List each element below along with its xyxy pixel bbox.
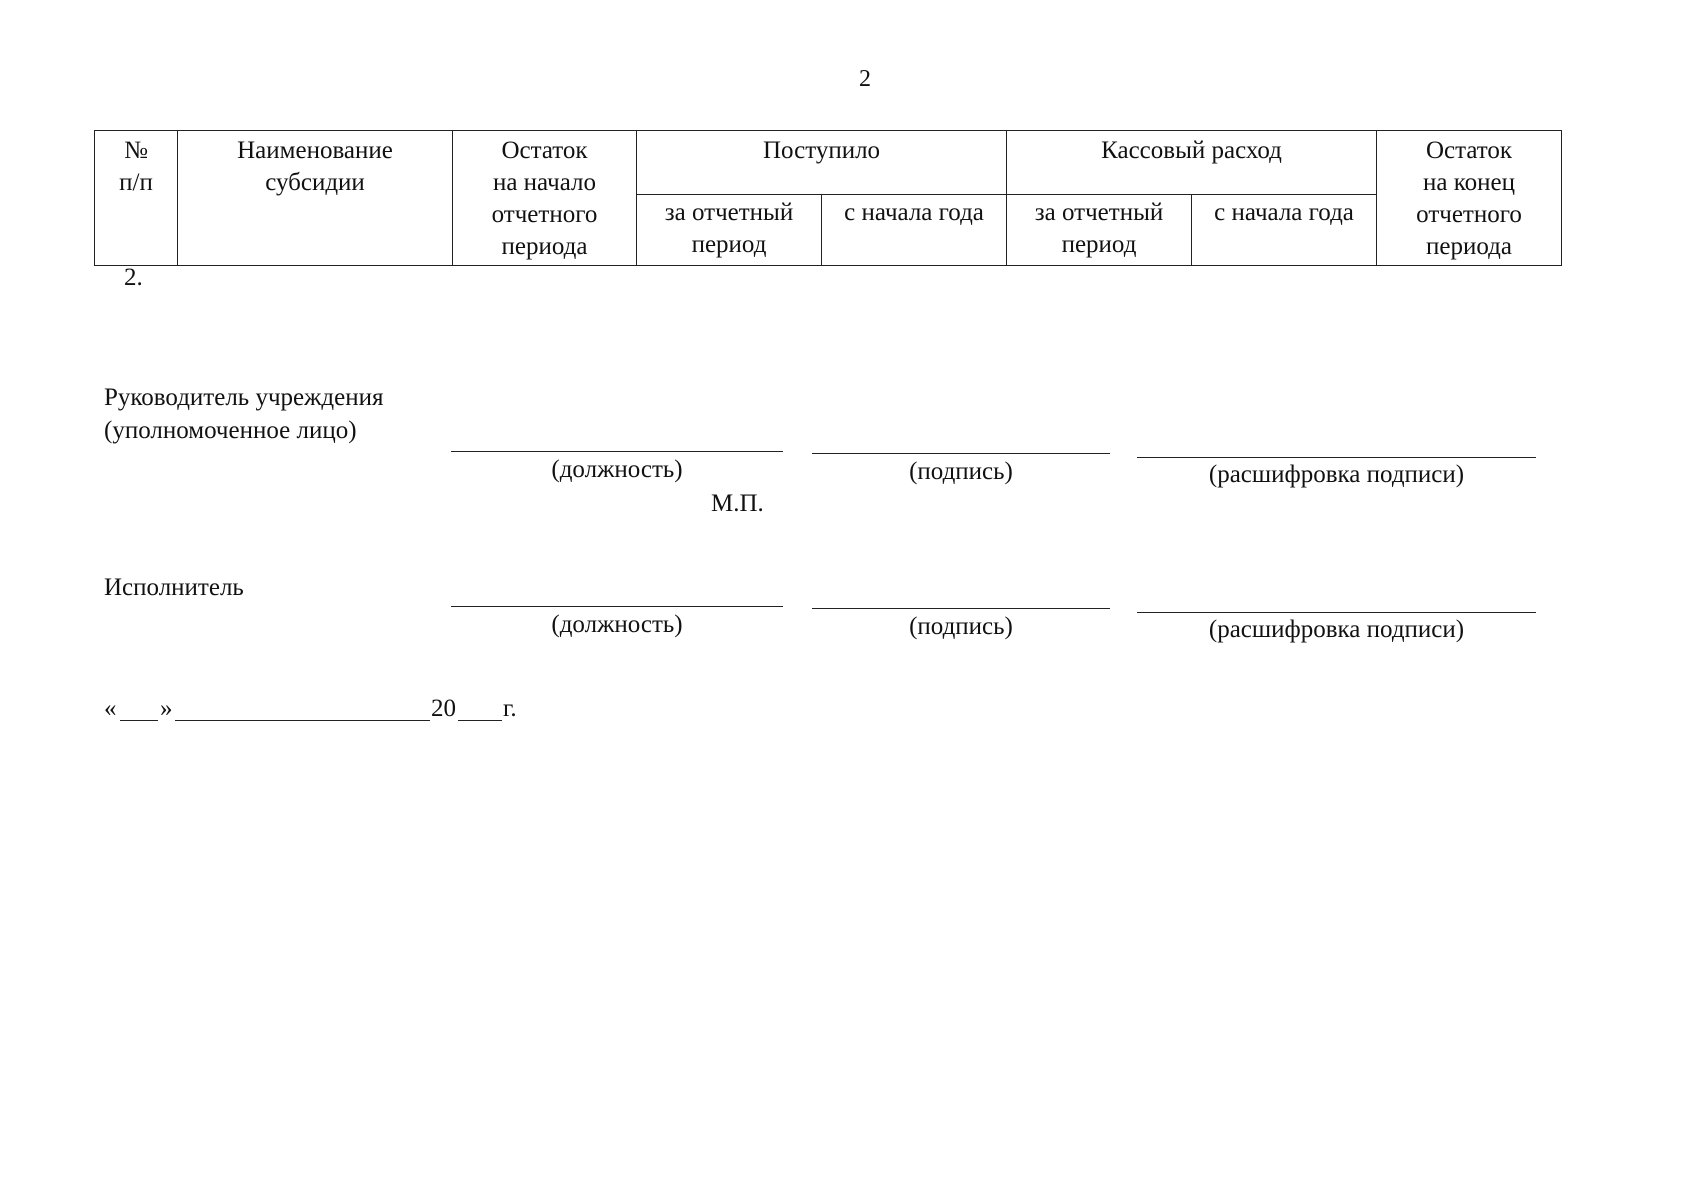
header-end-balance-line2: на конец <box>1423 169 1515 196</box>
header-expense-period <box>1007 195 1192 266</box>
date-day-blank <box>120 720 158 721</box>
header-num-line1: № <box>124 137 148 164</box>
executor-label: Исполнитель <box>104 574 244 601</box>
executor-position-line <box>451 606 783 607</box>
header-expense-period-line1: за отчетный <box>1034 199 1164 226</box>
page-number: 2 <box>859 66 871 92</box>
head-signature-caption: (подпись) <box>909 458 1013 485</box>
header-end-balance-line1: Остаток <box>1425 137 1513 164</box>
executor-decoding-caption: (расшифровка подписи) <box>1208 616 1465 643</box>
head-signature-line <box>812 453 1110 454</box>
header-start-balance-line1: Остаток <box>501 137 588 164</box>
date-close-quote: » <box>160 695 173 722</box>
header-end-balance-line4: периода <box>1426 233 1512 260</box>
header-received-period-line2: период <box>691 231 767 258</box>
date-month-blank <box>175 720 430 721</box>
header-received-period-line1: за отчетный <box>664 199 794 226</box>
header-end-balance <box>1377 131 1562 266</box>
head-label-line1: Руководитель учреждения <box>104 384 384 411</box>
header-cash-expense: Кассовый расход <box>1007 131 1377 195</box>
header-received: Поступило <box>637 131 1007 195</box>
executor-signature-line <box>812 608 1110 609</box>
header-start-balance-line4: периода <box>501 233 588 260</box>
head-position-line <box>451 451 783 452</box>
header-end-balance-line3: отчетного <box>1416 201 1522 228</box>
date-open-quote: « <box>104 695 117 722</box>
header-expense-period-line2: период <box>1061 231 1137 258</box>
head-decoding-caption: (расшифровка подписи) <box>1208 461 1465 488</box>
subsidy-report-table <box>94 130 1562 266</box>
header-start-balance <box>453 131 637 266</box>
header-subsidy-name <box>178 131 453 266</box>
header-subsidy-name-line1: Наименование <box>237 137 393 164</box>
header-subsidy-name-line2: субсидии <box>265 169 365 196</box>
head-decoding-line <box>1137 457 1536 458</box>
date-year-prefix: 20 <box>431 695 456 722</box>
date-year-blank <box>458 720 502 721</box>
head-position-caption: (должность) <box>551 456 683 483</box>
header-expense-year: с начала года <box>1192 195 1377 266</box>
header-num-line2: п/п <box>119 169 153 196</box>
executor-position-caption: (должность) <box>551 611 683 638</box>
header-received-period <box>637 195 822 266</box>
stamp-placeholder: М.П. <box>711 490 764 517</box>
header-start-balance-line2: на начало <box>492 169 597 196</box>
table-row-number: 2. <box>124 264 143 291</box>
head-label-line2: (уполномоченное лицо) <box>104 417 357 444</box>
header-received-year: с начала года <box>822 195 1007 266</box>
date-year-suffix: г. <box>503 695 517 722</box>
executor-decoding-line <box>1137 612 1536 613</box>
header-start-balance-line3: отчетного <box>491 201 598 228</box>
executor-signature-caption: (подпись) <box>909 613 1013 640</box>
header-num <box>95 131 178 266</box>
